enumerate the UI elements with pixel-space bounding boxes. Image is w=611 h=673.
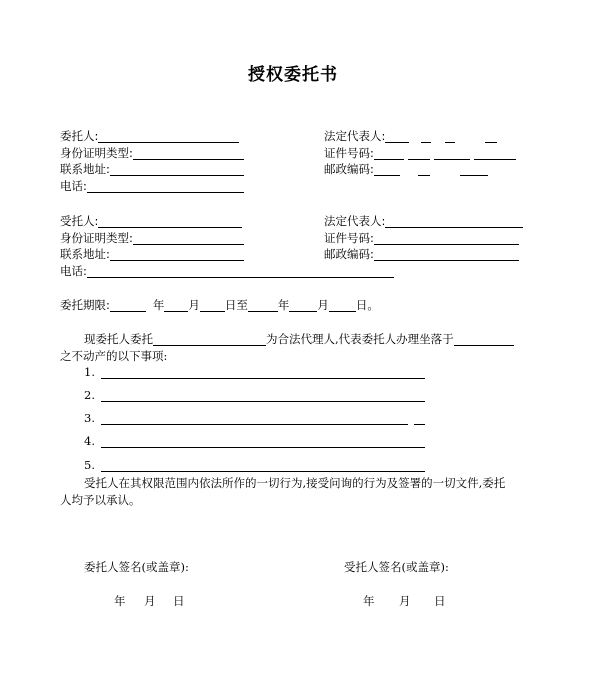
acceptance-line-2: 人均予以承认。	[60, 493, 141, 507]
principal-address-label: 联系地址:	[60, 162, 110, 176]
agent-id-no-field[interactable]	[374, 232, 519, 245]
principal-postcode-row	[324, 162, 488, 176]
agent-address-label: 联系地址:	[60, 247, 110, 261]
agent-legal-rep-field[interactable]	[385, 215, 523, 228]
principal-address-field[interactable]	[110, 163, 244, 176]
principal-id-no-field-seg4[interactable]	[474, 147, 516, 160]
principal-address-row	[60, 162, 244, 176]
delegation-property-field[interactable]	[454, 333, 514, 346]
principal-id-no-row	[324, 146, 516, 160]
agent-phone-field[interactable]	[87, 265, 394, 278]
principal-id-type-field[interactable]	[133, 147, 244, 160]
agent-date-year: 年	[363, 594, 375, 608]
delegation-line-1	[84, 332, 514, 346]
period-start-year-field[interactable]	[110, 299, 146, 312]
principal-signature-label: 委托人签名(或盖章):	[84, 560, 189, 574]
item-row-4	[84, 434, 425, 448]
agent-address-field[interactable]	[110, 248, 244, 261]
item-field-2[interactable]	[101, 389, 425, 402]
principal-id-no-field-seg2[interactable]	[408, 147, 430, 160]
period-end-year-field[interactable]	[248, 299, 278, 312]
principal-id-type-label: 身份证明类型:	[60, 146, 133, 160]
period-day-end-label: 日。	[355, 298, 379, 312]
principal-name-field[interactable]	[98, 130, 239, 143]
principal-date-day: 日	[173, 594, 185, 608]
agent-date-day: 日	[434, 594, 446, 608]
agent-name-row	[60, 214, 242, 228]
item-row-2	[84, 388, 425, 402]
period-month2-label: 月	[317, 298, 329, 312]
period-month-label: 月	[188, 298, 200, 312]
period-end-day-field[interactable]	[329, 299, 356, 312]
agent-name-label: 受托人:	[60, 214, 99, 228]
item-row-5	[84, 458, 425, 472]
agent-id-type-field[interactable]	[133, 232, 244, 245]
principal-legal-rep-field-seg4[interactable]	[485, 130, 497, 143]
delegation-line-2: 之不动产的以下事项:	[60, 349, 168, 363]
period-year2-label: 年	[277, 298, 290, 312]
principal-phone-row	[60, 179, 244, 193]
agent-id-no-row	[324, 231, 519, 245]
item-number: 4.	[84, 434, 95, 448]
principal-postcode-field-seg1[interactable]	[374, 163, 400, 176]
principal-postcode-label: 邮政编码:	[324, 162, 374, 176]
item-field-5[interactable]	[101, 459, 425, 472]
period-row	[60, 298, 379, 312]
principal-postcode-field-seg2[interactable]	[418, 163, 430, 176]
principal-date-month: 月	[144, 594, 156, 608]
item-field-4[interactable]	[101, 435, 425, 448]
period-end-month-field[interactable]	[289, 299, 317, 312]
item-row-3	[84, 411, 425, 425]
agent-address-row	[60, 247, 244, 261]
agent-legal-rep-label: 法定代表人:	[324, 214, 386, 228]
period-start-day-field[interactable]	[200, 299, 225, 312]
agent-date-month: 月	[399, 594, 411, 608]
agent-id-type-label: 身份证明类型:	[60, 231, 133, 245]
agent-id-type-row	[60, 231, 244, 245]
item-field-3-tail[interactable]	[414, 412, 425, 425]
period-start-month-field[interactable]	[164, 299, 188, 312]
item-number: 5.	[84, 458, 95, 472]
principal-phone-field[interactable]	[87, 180, 244, 193]
agent-postcode-field[interactable]	[374, 248, 519, 261]
principal-id-no-field-seg3[interactable]	[434, 147, 470, 160]
period-year-label: 年	[152, 298, 165, 312]
agent-phone-label: 电话:	[60, 264, 87, 278]
agent-postcode-row	[324, 247, 519, 261]
agent-phone-row	[60, 264, 394, 278]
item-field-3[interactable]	[101, 412, 408, 425]
principal-id-no-field-seg1[interactable]	[374, 147, 404, 160]
acceptance-line-1: 受托人在其权限范围内依法所作的一切行为,接受问询的行为及签署的一切文件,委托	[84, 476, 506, 490]
principal-id-no-label: 证件号码:	[324, 146, 374, 160]
principal-id-type-row	[60, 146, 244, 160]
period-day-to-label: 日至	[224, 298, 248, 312]
principal-name-label: 委托人:	[60, 129, 99, 143]
principal-legal-rep-label: 法定代表人:	[324, 129, 386, 143]
delegation-agent-field[interactable]	[153, 333, 266, 346]
item-number: 2.	[84, 388, 95, 402]
principal-date-year: 年	[114, 594, 126, 608]
item-field-1[interactable]	[101, 366, 425, 379]
delegation-middle: 为合法代理人,代表委托人办理坐落于	[266, 332, 454, 346]
agent-postcode-label: 邮政编码:	[324, 247, 374, 261]
principal-legal-rep-row	[324, 129, 497, 143]
period-label: 委托期限:	[60, 298, 110, 312]
principal-name-row	[60, 129, 239, 143]
agent-signature-label: 受托人签名(或盖章):	[344, 560, 449, 574]
agent-id-no-label: 证件号码:	[324, 231, 374, 245]
agent-legal-rep-row	[324, 214, 523, 228]
principal-legal-rep-field-seg3[interactable]	[445, 130, 455, 143]
item-row-1	[84, 365, 425, 379]
agent-name-field[interactable]	[98, 215, 242, 228]
principal-legal-rep-field-seg2[interactable]	[421, 130, 431, 143]
document-title: 授权委托书	[248, 65, 338, 85]
principal-legal-rep-field-seg1[interactable]	[385, 130, 409, 143]
principal-postcode-field-seg3[interactable]	[460, 163, 488, 176]
principal-phone-label: 电话:	[60, 179, 87, 193]
item-number: 3.	[84, 411, 95, 425]
item-number: 1.	[84, 365, 95, 379]
delegation-prefix: 现委托人委托	[84, 332, 153, 346]
